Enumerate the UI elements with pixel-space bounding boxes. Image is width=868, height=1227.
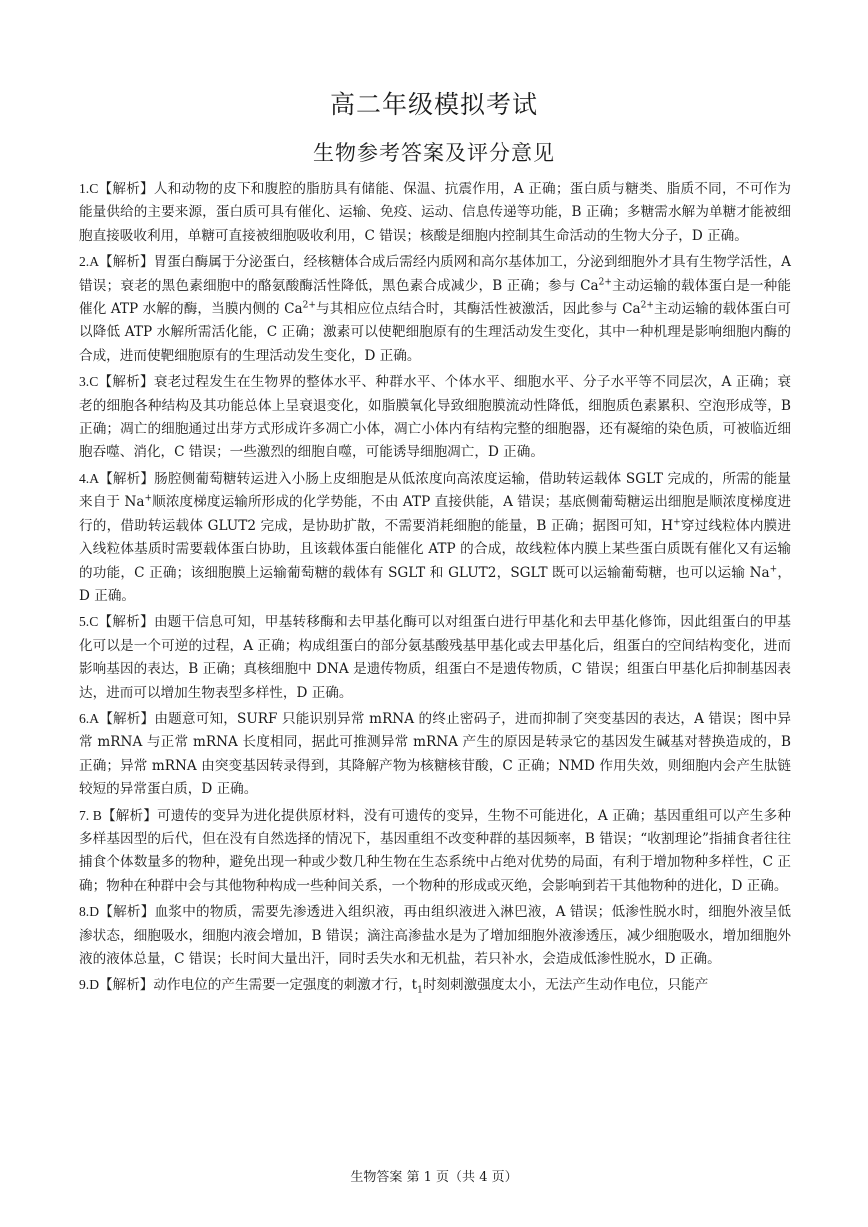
superscript: 2+ [598, 277, 612, 288]
answer-text: 由题意可知，SURF 只能识别异常 mRNA 的终止密码子，进而抑制了突变基因的表达，A 错误；图中异常 mRNA 与正常 mRNA 长度相同，据此可推测异常 mRNA 产生的原因是转录它的基因发生碱基对替换造成的，B 正确；异常 mRNA 由突变基因转录得到，其降解产物为核糖核苷酸，C 正确；NMD 作用失效，则细胞内会产生肽链较短的异常蛋白质，D 正确。 [79, 710, 792, 798]
answer-item-1 [79, 177, 791, 248]
answer-label: 1.C【解析】 [79, 181, 154, 196]
page-title: 高二年级模拟考试 [329, 90, 538, 119]
answer-label: 2.A【解析】 [79, 254, 154, 270]
answer-label: 7. B【解析】 [79, 807, 158, 823]
answer-text: 衰老过程发生在生物界的整体水平、种群水平、个体水平、细胞水平、分子水平等不同层次，A 正确；衰老的细胞各种结构及其功能总体上呈衰退变化，如脂膜氧化导致细胞膜流动性降低，细胞质色素累积、空泡形成等，B 正确；凋亡的细胞通过出芽方式形成许多凋亡小体，凋亡小体内有结构完整的细胞器，还有凝缩的染色质，可被临近细胞吞噬、消化，C 错误；一些激烈的细胞自噬，可能诱导细胞凋亡，D 正确。 [79, 374, 791, 461]
superscript: + [769, 563, 778, 574]
answer-text: 时刻刺激强度太小，无法产生动作电位，只能产 [422, 977, 709, 994]
answer-label: 3.C【解析】 [79, 374, 154, 390]
superscript: 2+ [302, 300, 316, 311]
superscript: 2+ [640, 300, 654, 311]
answer-text: 主动运输的载体蛋白可以降低 ATP 水解所需活化能，C 正确；激素可以使靶细胞原有的生理活动发生变化，其中一种机理是影响细胞内酶的合成，进而使靶细胞原有的生理活动发生变化，D 正确。 [79, 301, 792, 364]
answer-item-8 [79, 900, 791, 971]
answer-item-9 [79, 973, 791, 997]
answer-label: 8.D【解析】 [79, 904, 155, 920]
answer-text: 主动运输的载体蛋白是一种能催化 ATP 水解的酶，当膜内侧的 Ca [79, 277, 792, 318]
answer-label: 6.A【解析】 [79, 710, 155, 726]
page-footer: 生物答案 第 1 页（共 4 页） [350, 1170, 518, 1185]
subscript: 1 [417, 986, 423, 997]
answer-text: 人和动物的皮下和腹腔的脂肪具有储能、保温、抗震作用，A 正确；蛋白质与糖类、脂质不同，不可作为能量供给的主要来源，蛋白质可具有催化、运输、免疫、运动、信息传递等功能，B 正确；多糖需水解为单糖才能被细胞直接吸收利用，单糖可直接被细胞吸收利用，C 错误；核酸是细胞内控制其生命活动的生物大分子，D 正确。 [79, 181, 791, 244]
answer-label: 4.A【解析】 [79, 470, 155, 486]
page-subtitle: 生物参考答案及评分意见 [313, 141, 555, 165]
superscript: + [673, 517, 681, 528]
answer-text: 顺浓度梯度运输所形成的化学势能，不由 ATP 直接供能，A 错误；基底侧葡萄糖运出细胞是顺浓度梯度进行的，借助转运载体 GLUT2 完成，是协助扩散，不需要消耗细胞的能量，B 正确；据图可知，H [79, 494, 791, 534]
answer-item-2 [79, 250, 791, 368]
answer-item-7 [79, 804, 791, 899]
answer-label: 5.C【解析】 [79, 614, 154, 630]
answer-text: 血浆中的物质，需要先渗透进入组织液，再由组织液进入淋巴液，A 错误；低渗性脱水时，细胞外液呈低渗状态，细胞吸水，细胞内液会增加，B 错误；滴注高渗盐水是为了增加细胞外液渗透压，减少细胞吸水，增加细胞外液的液体总量，C 错误；长时间大量出汗，同时丢失水和无机盐，若只补水，会造成低渗性脱水，D 正确。 [79, 904, 791, 967]
answer-text: ，D 正确。 [79, 564, 792, 604]
answer-text: 可遗传的变异为进化提供原材料，没有可遗传的变异，生物不可能进化，A 正确；基因重组可以产生多种多样基因型的后代，但在没有自然选择的情况下，基因重组不改变种群的基因频率，B 错误；“收割理论”指捕食者往往捕食个体数量多的物种，避免出现一种或少数几种生物在生态系统中占绝对优势的局面，有利于增加物种多样性，C 正确；物种在种群中会与其他物种构成一些种间关系，一个物种的形成或灭绝，会影响到若干其他物种的进化，D 正确。 [79, 807, 791, 894]
answer-item-6 [79, 707, 791, 802]
answer-text: 胃蛋白酶属于分泌蛋白，经核糖体合成后需经内质网和高尔基体加工，分泌到细胞外才具有生物学活性，A 错误；衰老的黑色素细胞中的酪氨酸酶活性降低，黑色素合成减少，B 正确；参与 Ca [79, 254, 791, 294]
answer-item-3 [79, 370, 791, 465]
answer-text: 动作电位的产生需要一定强度的刺激才行，t [153, 977, 418, 994]
answer-text: 与其相应位点结合时，其酶活性被激活，因此参与 Ca [315, 301, 641, 318]
answer-item-5 [79, 610, 791, 705]
answer-label: 9.D【解析】 [79, 977, 154, 993]
answer-text: 穿过线粒体内膜进入线粒体基质时需要载体蛋白协助，且该载体蛋白能催化 ATP 的合成，故线粒体内膜上某些蛋白质既有催化又有运输的功能，C 正确；该细胞膜上运输葡萄糖的载体有 SGLT 和 GLUT2，SGLT 既可以运输葡萄糖，也可以运输 Na [79, 517, 792, 581]
answer-text: 由题干信息可知，甲基转移酶和去甲基化酶可以对组蛋白进行甲基化和去甲基化修饰，因此组蛋白的甲基化可以是一个可逆的过程，A 正确；构成组蛋白的部分氨基酸残基甲基化或去甲基化后，组蛋白的空间结构变化，进而影响基因的表达，B 正确；真核细胞中 DNA 是遗传物质，组蛋白不是遗传物质，C 错误；组蛋白甲基化后抑制基因表达，进而可以增加生物表型多样性，D 正确。 [79, 614, 792, 701]
answer-item-4 [79, 467, 791, 608]
answer-text: 肠腔侧葡萄糖转运进入小肠上皮细胞是从低浓度向高浓度运输，借助转运载体 SGLT 完成的，所需的能量来自于 Na [79, 470, 792, 511]
superscript: + [144, 493, 153, 504]
answer-list [79, 177, 791, 1000]
